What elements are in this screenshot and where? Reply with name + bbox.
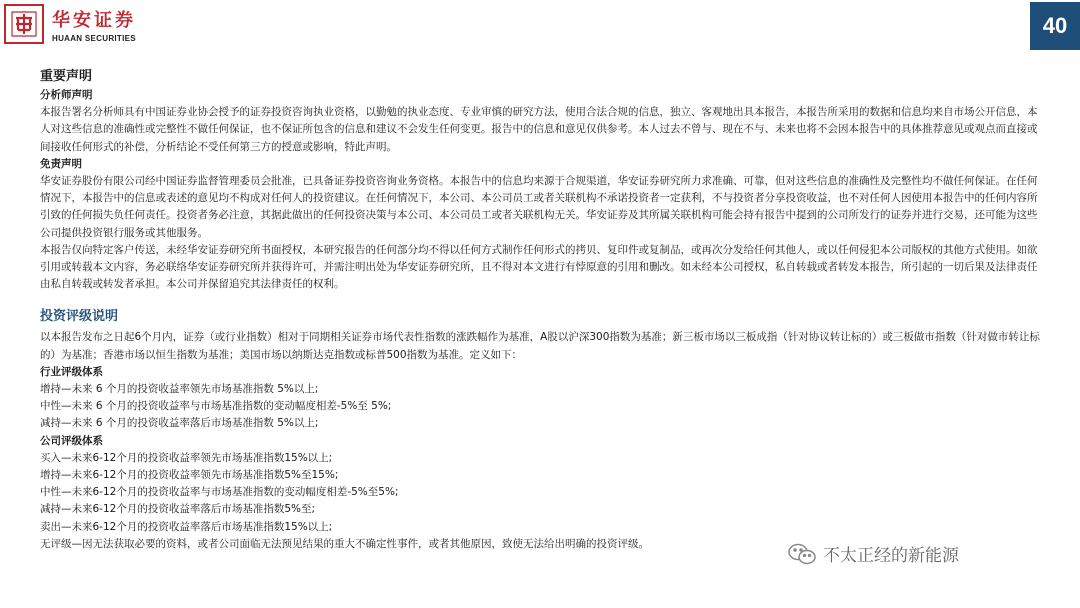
- industry-rating-title: 行业评级体系: [40, 365, 103, 378]
- rating-intro: 以本报告发布之日起6个月内，证券（或行业指数）相对于同期相关证券市场代表性指数的涨跌幅作为基准，A股以沪深300指数为基准；新三板市场以三板成指（针对协议转让标的）或三板做市指数（针对做市转让标的）为基准；香港市场以恒生指数为基准；美国市场以纳斯达克指数或标普500指数为基准。定义如下：: [40, 331, 1040, 361]
- logo-english-name: HUAAN SECURITIES: [52, 34, 136, 43]
- document-body: [40, 67, 1040, 553]
- company-rating-item: 无评级—因无法获取必要的资料，或者公司面临无法预见结果的重大不确定性事件，或者其他原因，致使无法给出明确的投资评级。: [40, 537, 649, 550]
- disclaimer-paragraph-1: 华安证券股份有限公司经中国证券监督管理委员会批准，已具备证券投资咨询业务资格。本报告中的信息均来源于合规渠道，华安证券研究所力求准确、可靠，但对这些信息的准确性及完整性均不做任何保证。在任何情况下，本报告中的信息或表述的意见均不构成对任何人的投资建议。在任何情况下，本公司、本公司员工或者关联机构不承诺投资者一定获利，不与投资者分享投资收益，也不对任何人因使用本报告中的任何内容所引致的任何损失负任何责任。投资者务必注意，其据此做出的任何投资决策与本公司、本公司员工或者关联机构无关。华安证券及其所属关联机构可能会持有报告中提到的公司所发行的证券并进行交易，还可能为这些公司提供投资银行服务或其他服务。: [40, 175, 1038, 239]
- disclaimer-paragraph-2: 本报告仅向特定客户传送，未经华安证券研究所书面授权，本研究报告的任何部分均不得以任何方式制作任何形式的拷贝、复印件或复制品，或再次分发给任何其他人，或以任何侵犯本公司版权的其他方式使用。如欲引用或转载本文内容，务必联络华安证券研究所并获得许可，并需注明出处为华安证券研究所，且不得对本文进行有悖原意的引用和删改。如未经本公司授权，私自转载或者转发本报告，所引起的一切后果及法律责任由私自转载或转发者承担。本公司并保留追究其法律责任的权利。: [40, 243, 1038, 291]
- company-rating-item: 中性—未来6-12个月的投资收益率与市场基准指数的变动幅度相差-5%至5%;: [40, 486, 399, 499]
- industry-rating-item: 中性—未来 6 个月的投资收益率与市场基准指数的变动幅度相差-5%至 5%;: [40, 400, 392, 413]
- watermark-text: 不太正经的新能源: [823, 546, 959, 566]
- important-notice-title: 重要声明: [40, 69, 93, 84]
- page-header: [0, 0, 1080, 52]
- analyst-statement-title: 分析师声明: [40, 89, 93, 101]
- wechat-watermark: [787, 541, 959, 566]
- disclaimer-title: 免责声明: [40, 157, 82, 170]
- huaan-logo-seal-icon: [4, 4, 44, 44]
- wechat-icon: [787, 542, 817, 566]
- page-number: 40: [1030, 2, 1080, 50]
- company-rating-item: 增持—未来6-12个月的投资收益率领先市场基准指数5%至15%;: [40, 469, 339, 482]
- rating-section-title: 投资评级说明: [40, 309, 119, 325]
- company-rating-item: 买入—未来6-12个月的投资收益率领先市场基准指数15%以上;: [40, 451, 333, 464]
- company-rating-item: 卖出—未来6-12个月的投资收益率落后市场基准指数15%以上;: [40, 520, 333, 533]
- industry-rating-item: 增持—未来 6 个月的投资收益率领先市场基准指数 5%以上;: [40, 383, 319, 396]
- analyst-statement-text: 本报告署名分析师具有中国证券业协会授予的证券投资咨询执业资格，以勤勉的执业态度、专业审慎的研究方法，使用合法合规的信息，独立、客观地出具本报告，本报告所采用的数据和信息均来自市场公开信息，本人对这些信息的准确性或完整性不做任何保证，也不保证所包含的信息和建议不会发生任何变更。报告中的信息和意见仅供参考。本人过去不曾与、现在不与、未来也将不会因本报告中的具体推荐意见或观点而直接或间接收任何形式的补偿，分析结论不受任何第三方的授意或影响，特此声明。: [40, 106, 1038, 153]
- company-rating-item: 减持—未来6-12个月的投资收益率落后市场基准指数5%至;: [40, 503, 316, 516]
- logo-chinese-name: 华安证券: [52, 10, 136, 31]
- company-rating-title: 公司评级体系: [40, 434, 103, 447]
- industry-rating-item: 减持—未来 6 个月的投资收益率落后市场基准指数 5%以上;: [40, 417, 319, 430]
